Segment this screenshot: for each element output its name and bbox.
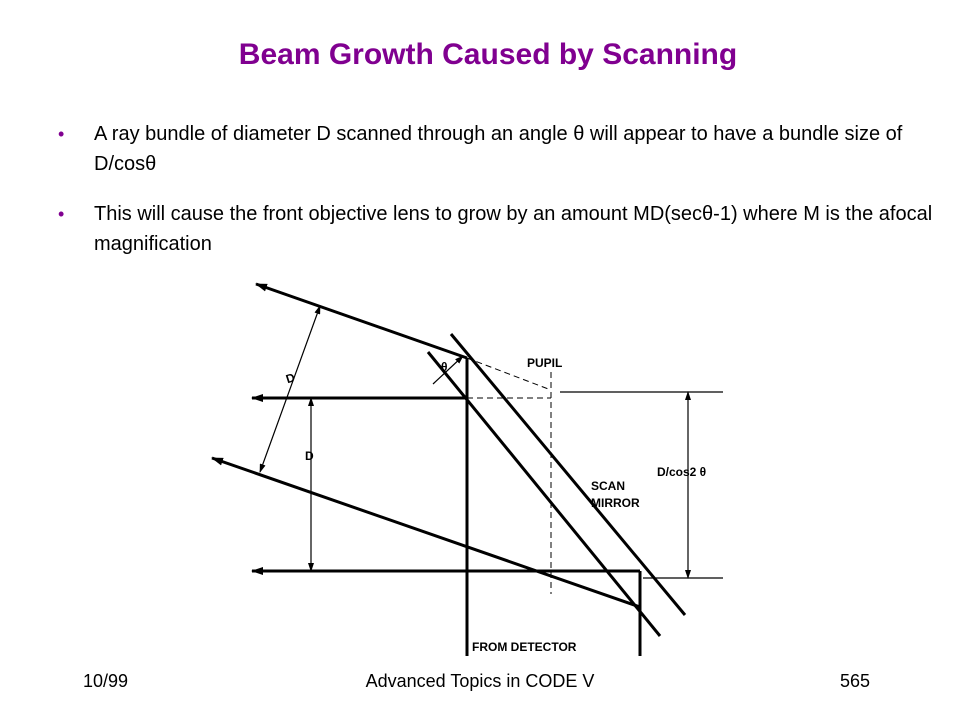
scan-mirror-label-line1: SCAN: [591, 479, 626, 493]
pupil-label: PUPIL: [527, 356, 563, 370]
d-slanted-label: D: [284, 370, 297, 387]
scan-mirror-line-2: [428, 352, 660, 636]
bullet-marker: •: [58, 124, 65, 144]
footer-date: 10/99: [83, 671, 129, 691]
bullet-text: A ray bundle of diameter D scanned through an angle θ will appear to have a bundle size of D/cosθ: [94, 123, 903, 175]
scan-mirror-line-1: [451, 334, 685, 615]
d-vertical-label: D: [305, 449, 314, 463]
footer-page-number: 565: [840, 671, 871, 691]
slide-title: Beam Growth Caused by Scanning: [238, 38, 738, 71]
from-detector-label: FROM DETECTOR: [472, 640, 577, 654]
upper-scanned-ray: [256, 284, 467, 358]
d-cos-label: D/cos2 θ: [657, 465, 707, 479]
theta-arrow: [433, 356, 463, 384]
bullet-text: This will cause the front objective lens to grow by an amount MD(secθ-1) where M is the afocal magnification: [94, 203, 933, 255]
bullet-marker: •: [58, 204, 65, 224]
scan-mirror-label-line2: MIRROR: [591, 496, 640, 510]
footer-title: Advanced Topics in CODE V: [365, 671, 595, 691]
theta-label: θ: [441, 360, 448, 374]
